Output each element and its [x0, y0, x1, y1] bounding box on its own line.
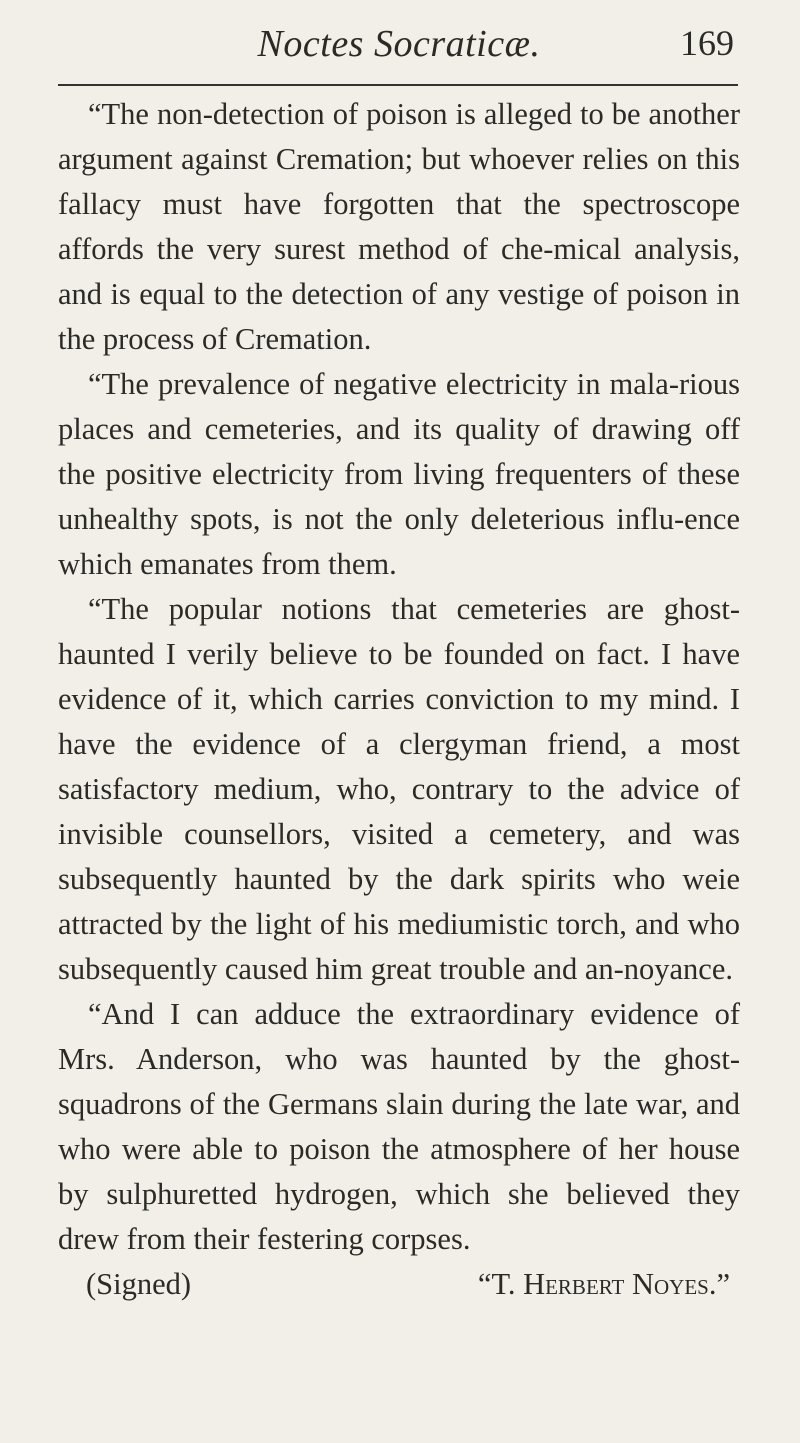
signature-label: (Signed): [86, 1267, 192, 1301]
running-title: Noctes Socraticæ.: [257, 23, 541, 65]
page-number: 169: [680, 23, 734, 63]
header-rule: [58, 84, 738, 86]
paragraph-4: “And I can adduce the extraordinary evidence of Mrs. Anderson, who was haunted by the ghost-squadrons of the Germans slain during the late war, and who were able to poison the atmosphere of her house by sulphuretted hydrogen, which she believed they drew from their festering corpses.: [58, 997, 740, 1256]
paragraph-2: “The prevalence of negative electricity in mala-rious places and cemeteries, and its quality of drawing off the positive electricity from living frequenters of these unhealthy spots, is not the only deleterious influ-ence which emanates from them.: [58, 367, 740, 581]
paragraph-3: “The popular notions that cemeteries are ghost-haunted I verily believe to be founded on fact. I have evidence of it, which carries conviction to my mind. I have the evidence of a clergyman friend, a most satisfactory medium, who, contrary to the advice of invisible counsellors, visited a cemetery, and was subsequently haunted by the dark spirits who weie attracted by the light of his mediumistic torch, and who subsequently caused him great trouble and an-noyance.: [58, 592, 740, 986]
signature-line: [58, 1262, 740, 1307]
signature-name: “T. Herbert Noyes.”: [477, 1267, 730, 1301]
paragraph-1: “The non-detection of poison is alleged to be another argument against Cremation; but whoever relies on this fallacy must have forgotten that the spectroscope affords the very surest method of che-mical analysis, and is equal to the detection of any vestige of poison in the process of Cremation.: [58, 97, 740, 356]
body-text: [58, 92, 740, 1307]
running-head: [58, 22, 740, 82]
